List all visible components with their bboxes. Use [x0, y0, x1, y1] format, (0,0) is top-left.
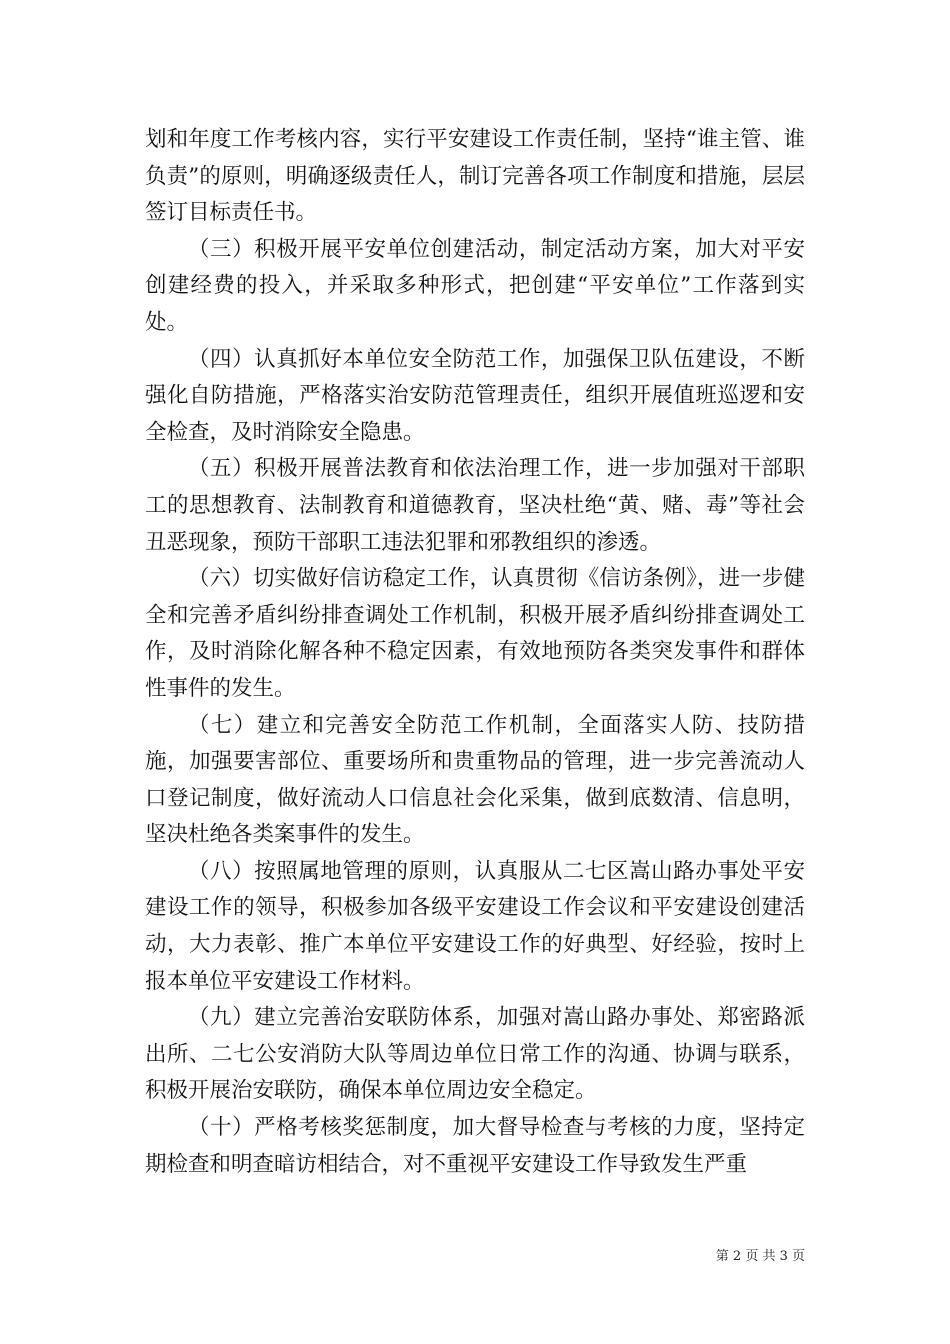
paragraph-item-7: （七）建立和完善安全防范工作机制，全面落实人防、技防措施，加强要害部位、重要场所和贵重物品的管理，进一步完善流动人口登记制度，做好流动人口信息社会化采集，做到底数清、信息明，坚决杜绝各类案事件的发生。 [145, 712, 805, 848]
paragraph-item-8: （八）按照属地管理的原则，认真服从二七区嵩山路办事处平安建设工作的领导，积极参加各级平安建设工作会议和平安建设创建活动，大力表彰、推广本单位平安建设工作的好典型、好经验，按时上报本单位平安建设工作材料。 [145, 858, 805, 994]
paragraph-item-9: （九）建立完善治安联防体系，加强对嵩山路办事处、郑密路派出所、二七公安消防大队等周边单位日常工作的沟通、协调与联系，积极开展治安联防，确保本单位周边安全稳定。 [145, 1005, 805, 1104]
paragraph-item-5: （五）积极开展普法教育和依法治理工作，进一步加强对干部职工的思想教育、法制教育和道德教育，坚决杜绝“黄、赌、毒”等社会丑恶现象，预防干部职工违法犯罪和邪教组织的渗透。 [145, 456, 805, 555]
paragraph-item-10: （十）严格考核奖惩制度，加大督导检查与考核的力度，坚持定期检查和明查暗访相结合，对不重视平安建设工作导致发生严重 [145, 1115, 805, 1177]
paragraph-item-6: （六）切实做好信访稳定工作，认真贯彻《信访条例》，进一步健全和完善矛盾纠纷排查调处工作机制，积极开展矛盾纠纷排查调处工作，及时消除化解各种不稳定因素，有效地预防各类突发事件和群体性事件的发生。 [145, 566, 805, 701]
document-body [145, 122, 805, 1183]
paragraph-continuation: 划和年度工作考核内容，实行平安建设工作责任制，坚持“谁主管、谁负责”的原则，明确逐级责任人，制订完善各项工作制度和措施，层层签订目标责任书。 [145, 127, 805, 226]
page-number-footer: 第 2 页 共 3 页 [715, 1249, 805, 1264]
paragraph-item-4: （四）认真抓好本单位安全防范工作，加强保卫队伍建设，不断强化自防措施，严格落实治安防范管理责任，组织开展值班巡逻和安全检查，及时消除安全隐患。 [145, 346, 805, 445]
paragraph-item-3: （三）积极开展平安单位创建活动，制定活动方案，加大对平安创建经费的投入，并采取多种形式，把创建“平安单位”工作落到实处。 [145, 236, 805, 335]
